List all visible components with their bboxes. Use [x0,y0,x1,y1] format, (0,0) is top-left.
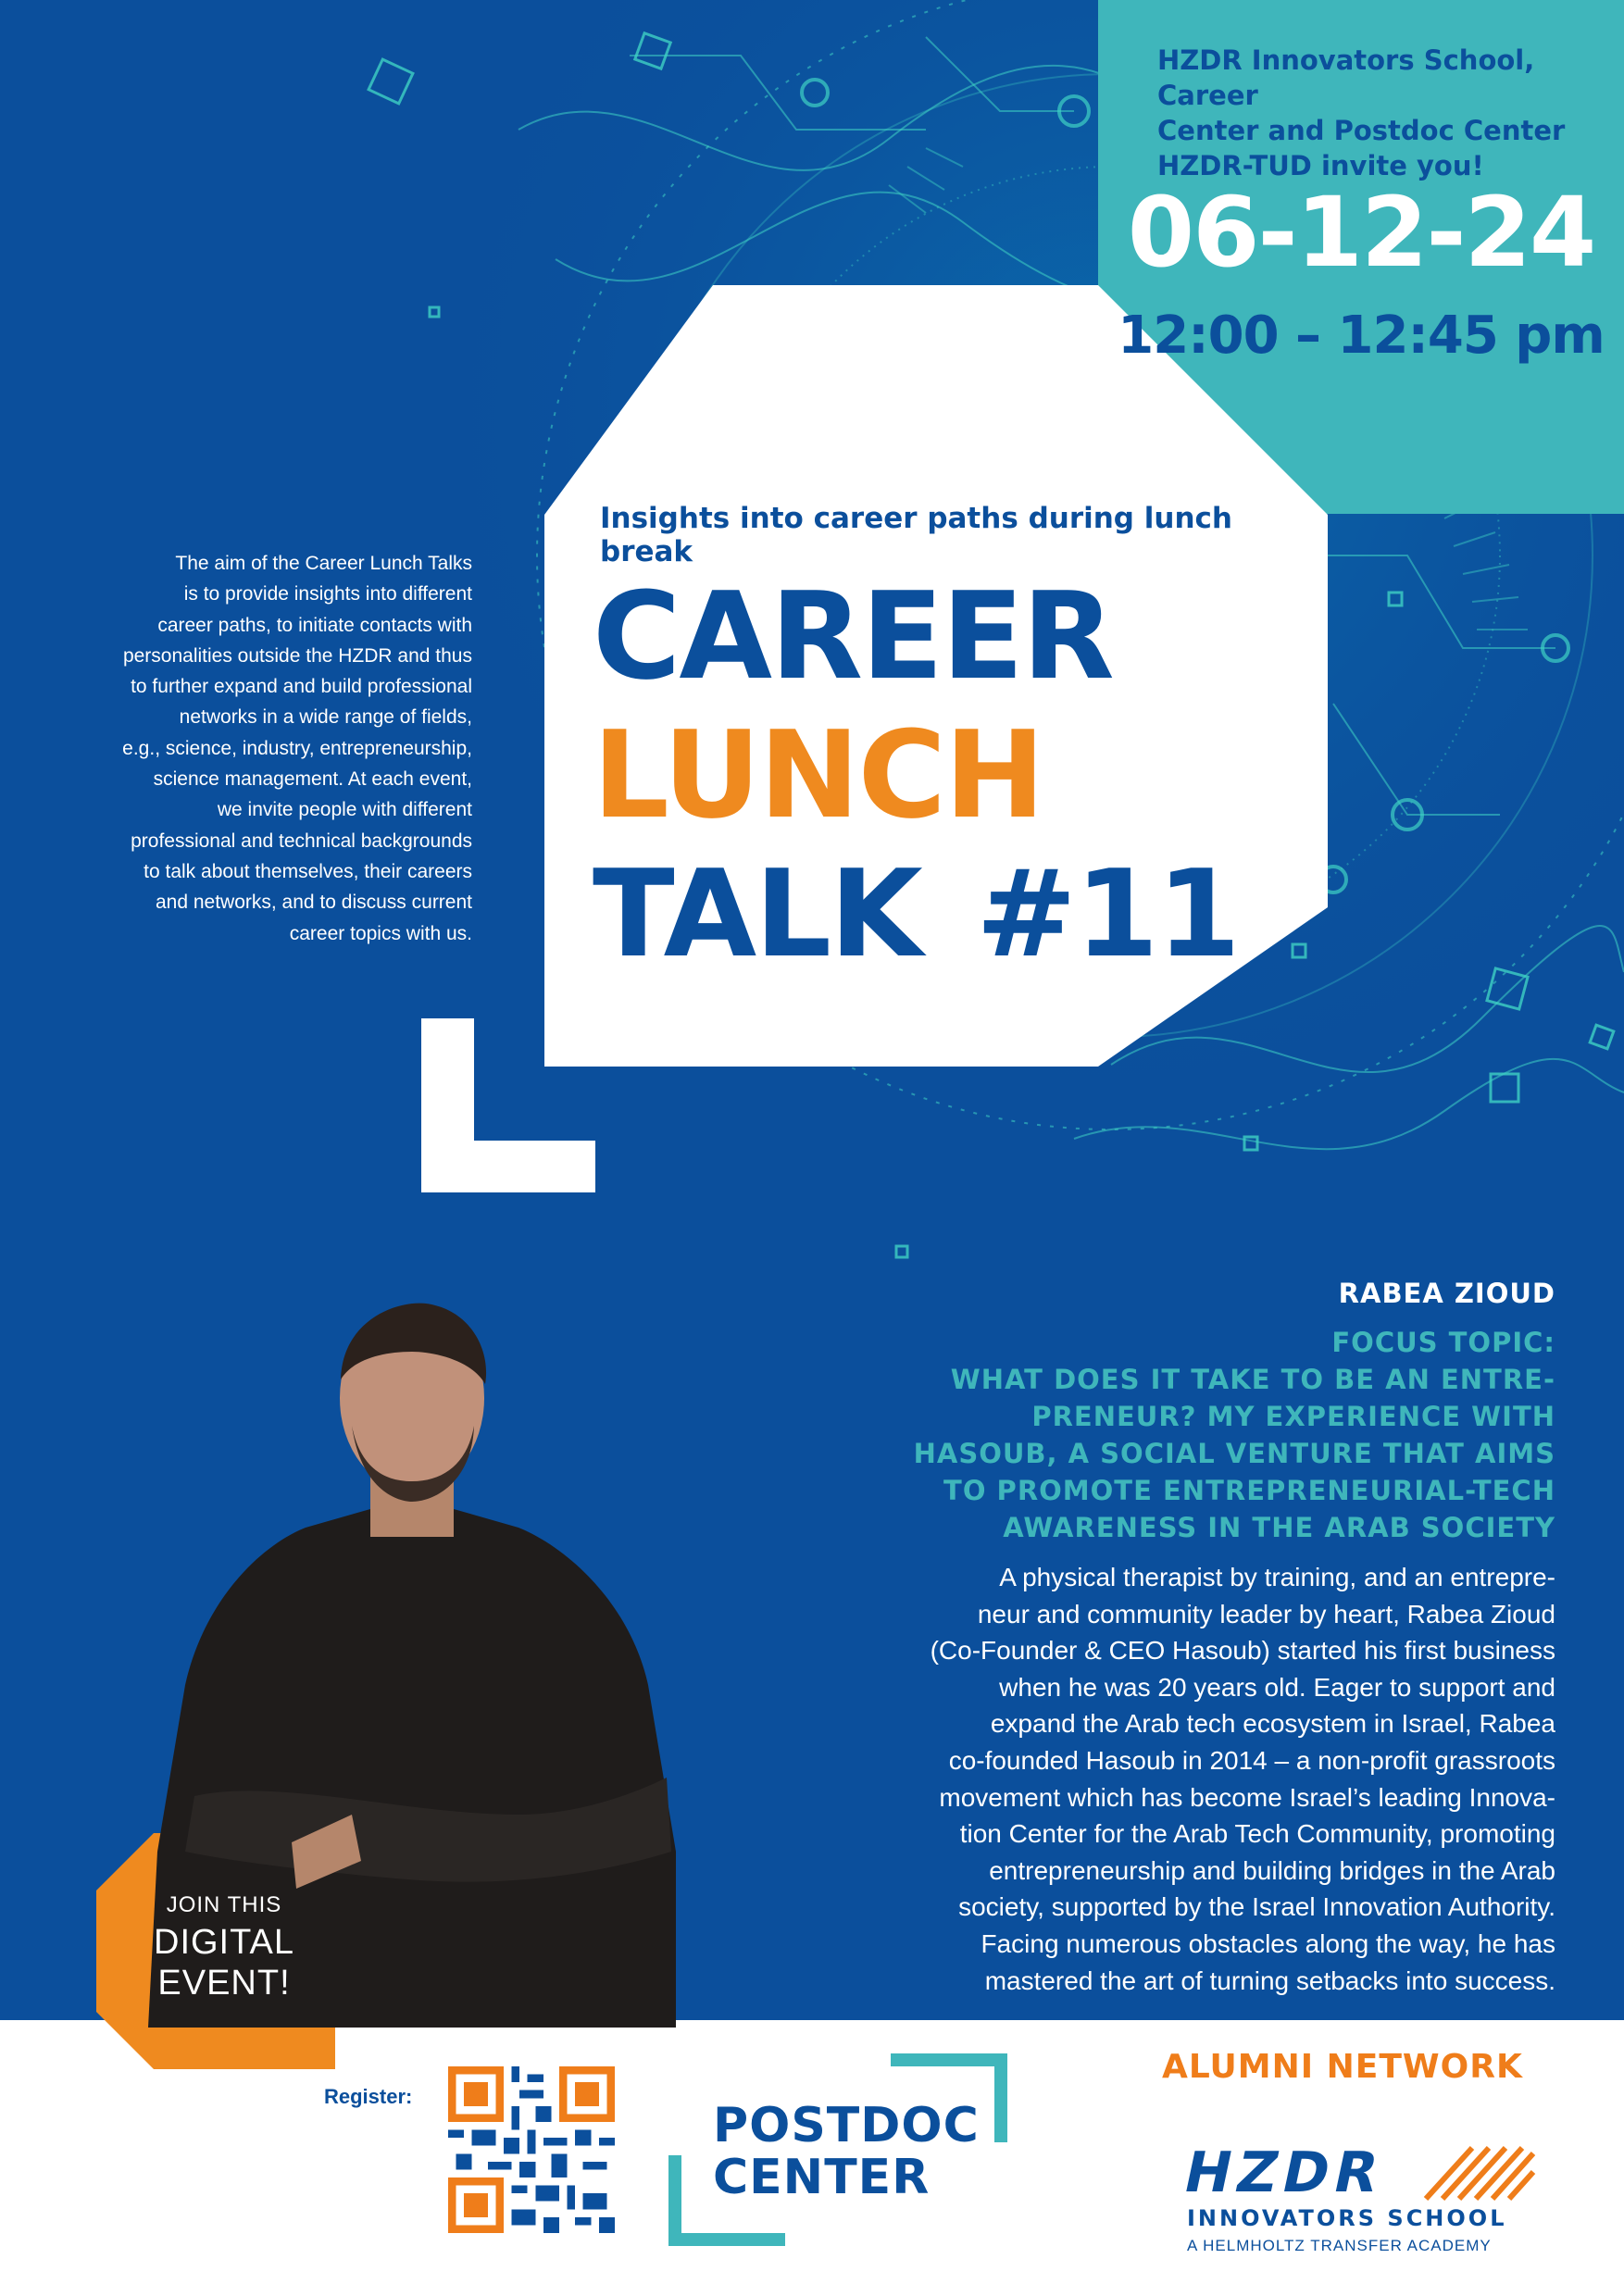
register-label: Register: [324,2085,413,2108]
title-talk [593,844,1239,983]
speaker-bio: A physical therapist by training, and an entrepre- neur and community leader by heart, Rabea Zioud (Co-Founder & CEO Hasoub) started his first business when he was 20 years old. Eager to support and expand the Arab tech ecosystem in Israel, Rabea co-founded Hasoub in 2014 – a non-profit grassroots movement which has become Israel’s leading Innova- tion Center for the Arab Tech Community, promoting entrepreneurship and building bridges in the Arab society, supported by the Israel Innovation Authority. Facing numerous obstacles along the way, he has mastered the art of turning setbacks into success. [930,1563,1555,1995]
event-date: 06-12-24 [1127,176,1595,289]
speaker-name: RABEA ZIOUD [1338,1278,1555,1309]
postdoc-center-logo: POSTDOC CENTER [713,2098,980,2205]
invite-text: HZDR Innovators School, Career Center and Postdoc Center HZDR-TUD invite you! [1157,44,1566,181]
tagline: Insights into career paths during lunch break [600,502,1232,568]
innovators-school-label: INNOVATORS SCHOOL [1187,2205,1507,2231]
helmholtz-academy-label: A HELMHOLTZ TRANSFER ACADEMY [1187,2237,1492,2254]
title-number: #11 [976,843,1239,984]
title-talk-word: TALK [593,843,921,984]
focus-topic: FOCUS TOPIC: WHAT DOES IT TAKE TO BE AN ENTRE- PRENEUR? MY EXPERIENCE WITH HASOUB, A SOCIAL VENTURE THAT AIMS TO PROMOTE ENTREPRENEURIAL-TECH AWARENESS IN THE ARAB SOCIETY [913,1327,1555,1543]
qr-code-icon[interactable] [448,2066,615,2233]
event-time: 12:00 – 12:45 pm [1118,306,1605,366]
title-lunch: LUNCH [593,705,1043,845]
hzdr-logo: HZDR [1178,2140,1391,2205]
hzdr-stripes-icon [1417,2120,1537,2203]
badge-big-text: DIGITAL EVENT! [154,1923,294,2003]
alumni-network-label: ALUMNI NETWORK [1162,2048,1523,2086]
title-career: CAREER [593,566,1113,706]
aim-paragraph: The aim of the Career Lunch Talks is to provide insights into different career paths, to initiate contacts with personalities outside the HZDR and thus to further expand and build professional networks in a wide range of fields, e.g., science, industry, entrepreneurship, science management. At each event, we invite people with different professional and technical backgrounds to talk about themselves, their careers and networks, and to discuss current career topics with us. [122,553,472,944]
badge-small-text: JOIN THIS [166,1892,282,1917]
